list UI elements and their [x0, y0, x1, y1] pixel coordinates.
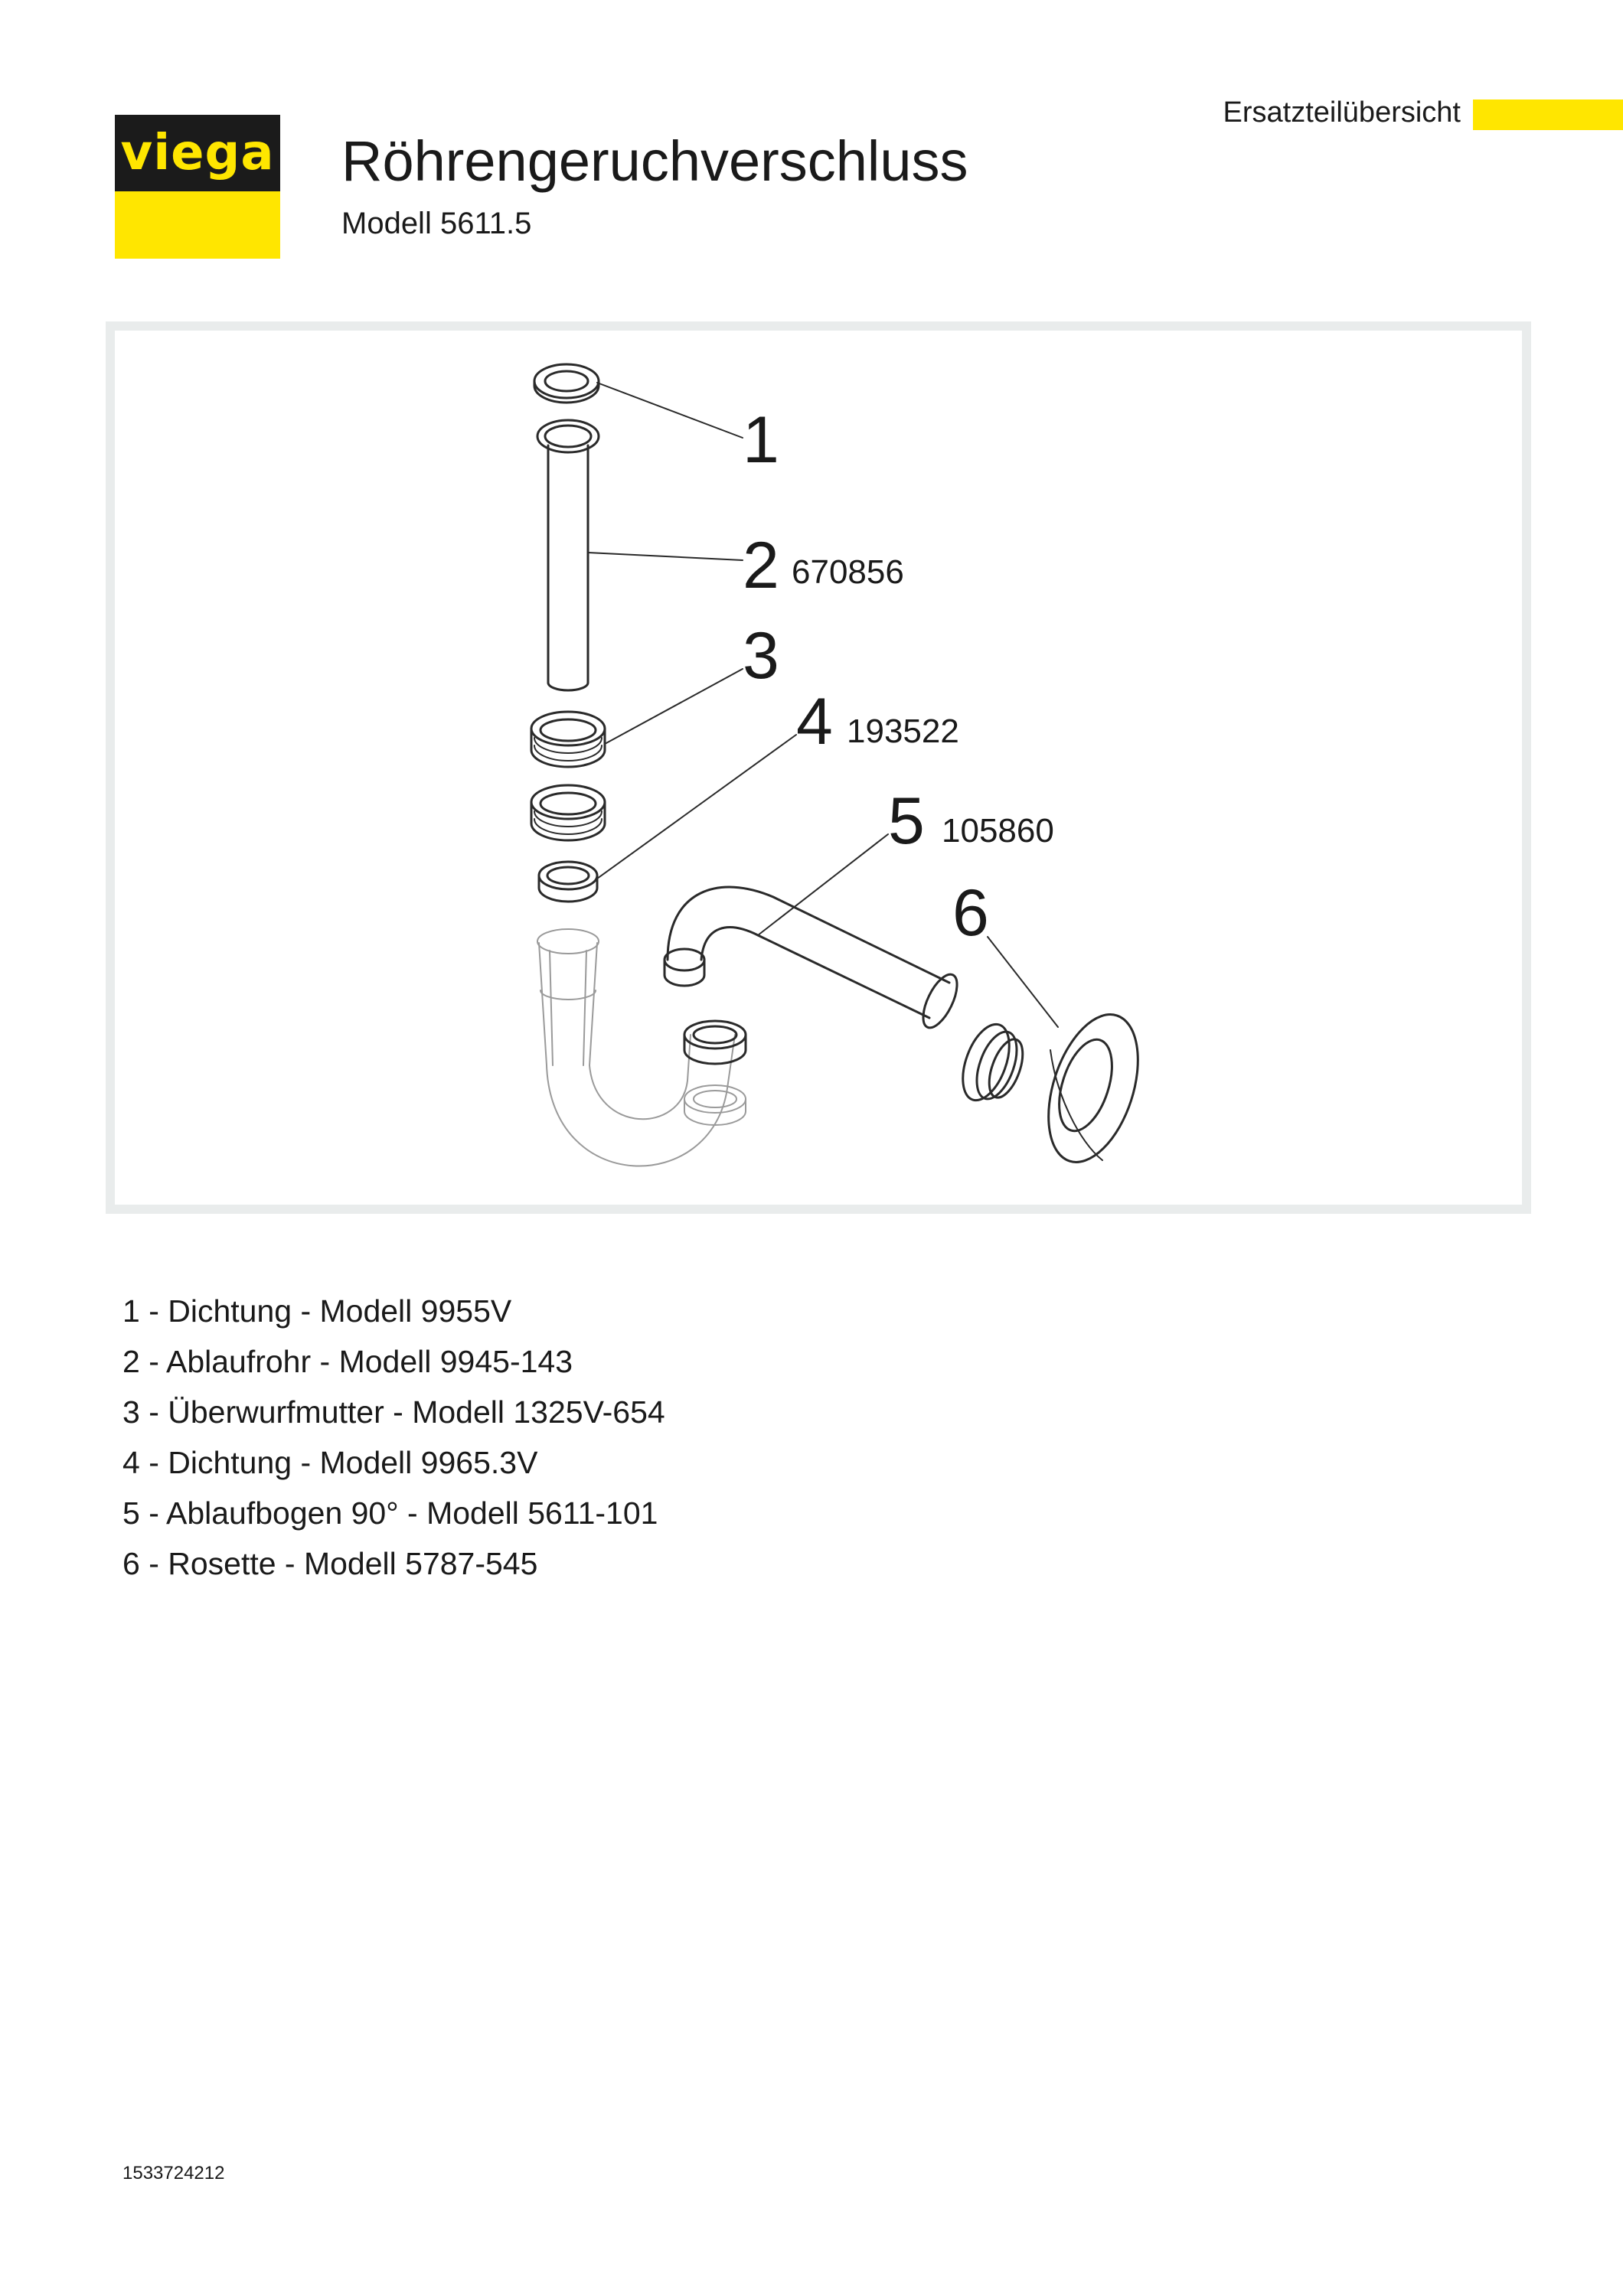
logo-wordmark: viega — [115, 115, 280, 191]
callout-2-number: 2 — [743, 529, 779, 602]
document-id: 1533724212 — [122, 2163, 225, 2183]
part-1-seal — [534, 364, 599, 403]
logo-yellow-block — [115, 191, 280, 259]
callout-4-number: 4 — [796, 685, 833, 758]
exploded-view-panel — [106, 321, 1531, 1214]
part-3-union-nut-lower — [531, 785, 605, 840]
wall-nut — [954, 1018, 1030, 1107]
callout-5-article: 105860 — [942, 812, 1054, 850]
viega-logo — [115, 115, 280, 259]
parts-list-item: 5 - Ablaufbogen 90° - Modell 5611-101 — [122, 1495, 658, 1531]
part-4-seal — [539, 862, 597, 902]
bend-nut — [684, 1021, 746, 1064]
page-title: Röhrengeruchverschluss — [341, 129, 968, 193]
parts-list — [122, 1286, 665, 1589]
parts-list-item: 2 - Ablaufrohr - Modell 9945-143 — [122, 1344, 573, 1379]
callout-5-number: 5 — [888, 784, 925, 858]
part-2-drain-tube — [537, 420, 599, 690]
document-type-label: Ersatzteilübersicht — [1223, 96, 1461, 129]
callout-1-number: 1 — [743, 403, 779, 477]
document-type-marker — [1473, 99, 1623, 130]
part-5-drain-bend-90 — [665, 887, 964, 1032]
parts-list-item: 6 - Rosette - Modell 5787-545 — [122, 1546, 538, 1581]
parts-list-item: 4 - Dichtung - Modell 9965.3V — [122, 1445, 538, 1480]
part-6-rosette — [1032, 1003, 1155, 1173]
bend-seal — [684, 1085, 746, 1125]
part-3-union-nut-upper — [531, 712, 605, 767]
callout-6-number: 6 — [952, 876, 989, 950]
exploded-view-drawing — [115, 331, 1522, 1205]
callout-3-number: 3 — [743, 619, 779, 693]
parts-list-item: 3 - Überwurfmutter - Modell 1325V-654 — [122, 1394, 665, 1430]
model-subtitle: Modell 5611.5 — [341, 207, 532, 240]
callout-2-article: 670856 — [792, 553, 904, 591]
callout-4-article: 193522 — [847, 713, 959, 750]
parts-list-item: 1 - Dichtung - Modell 9955V — [122, 1293, 512, 1329]
